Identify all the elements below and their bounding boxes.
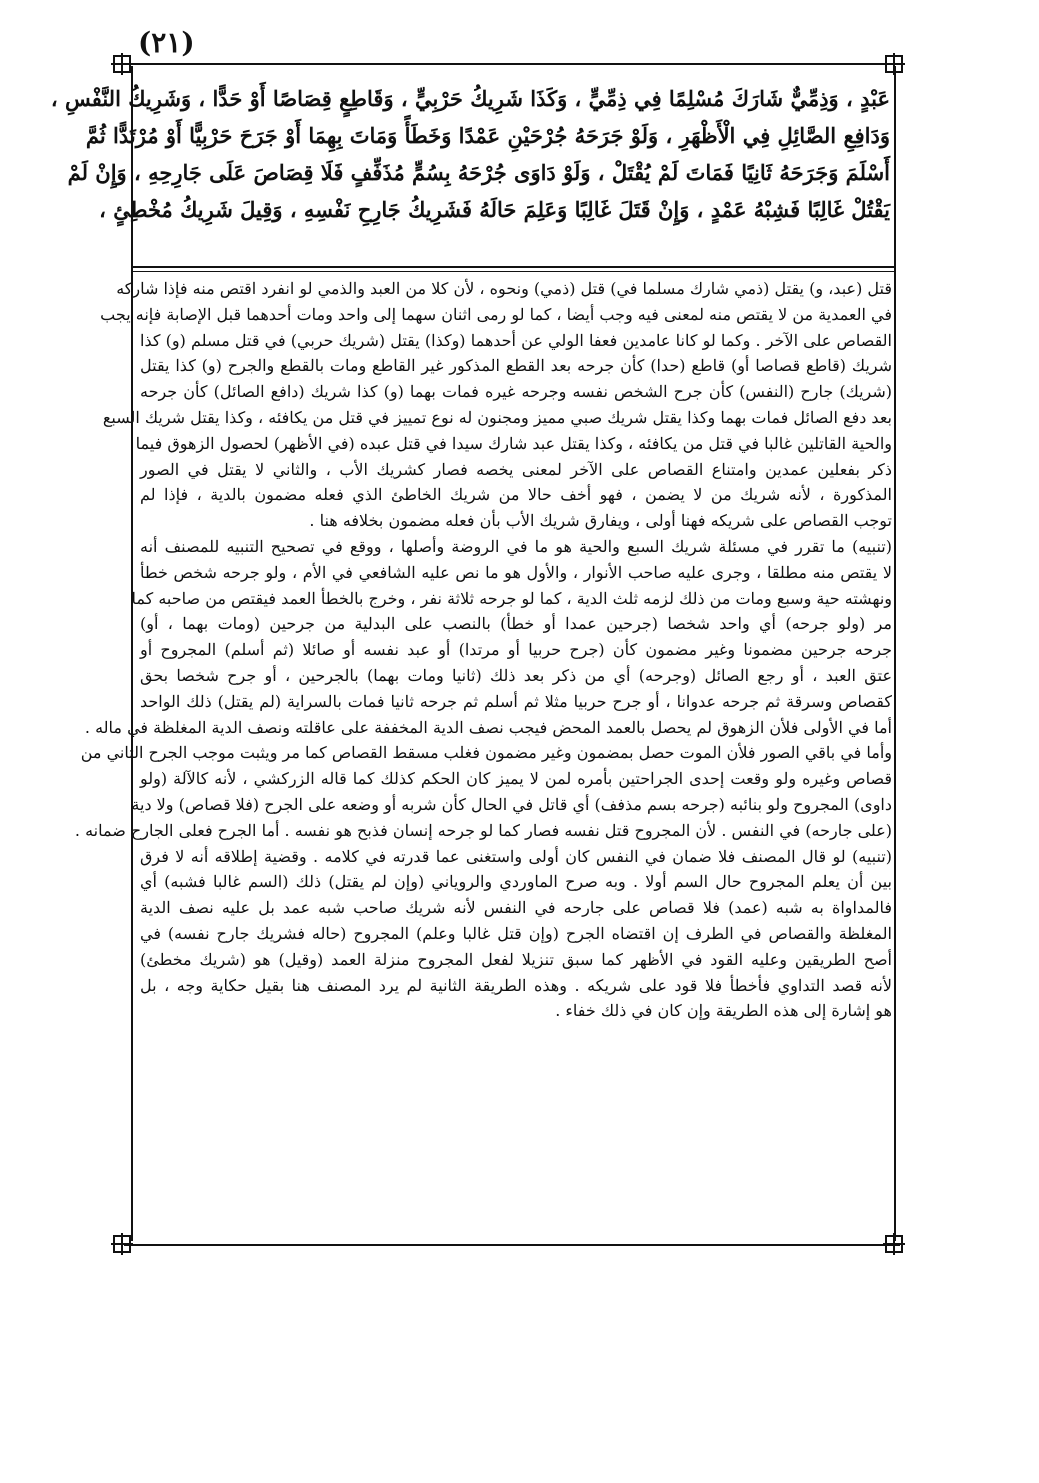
sharh-line: قصاص وغيره ولو وقعت إحدى الجراحتين بأمره لمن لا يميز كان الحكم كذلك كما قاله الزركشي ، لأنه كالآلة (ولو [140, 769, 892, 789]
sharh-line: المغلظة والقصاص في الطرف إن اقتضاه الجرح (وإن قتل غالبا وعلم) المجروح (حاله فشريك جارح نفسه) في [140, 923, 892, 943]
sharh-line: المذكورة ، لأنه شريك من لا يضمن ، فهو أخف حالا من شريك الخاطئ الذي فعله مضمون بالدية ، فإذا لم [140, 485, 893, 505]
sharh-line: لأنه قصد التداوي فأخطأ فلا قود على شريكه . وهذه الطريقة الثانية لم يرد المصنف هنا بقيل حكاية وجه ، بل [140, 975, 892, 995]
sharh-line: القصاص على الآخر . وكما لو كانا عامدين فعفا الولي عن أحدهما (وكذا) يقتل (شريك حربي) في قتل مسلم (و) كذا [140, 330, 892, 350]
sharh-line: بعد دفع الصائل فمات بهما وكذا يقتل شريك صبي مميز ومجنون له نوع تمييز في قتل من يكافئه ، وكذا يقتل شريك السبع [102, 407, 892, 427]
corner-ornament-icon [883, 53, 905, 75]
sharh-line: توجب القصاص على شريكه فهنا أولى ، ويفارق شريك الأب بأن فعله مضمون بخلافه هنا . [309, 511, 892, 531]
matn-line: أَسْلَمَ وَجَرَحَهُ ثَانِيًا فَمَاتَ لَمْ يُقْتَلْ ، وَلَوْ دَاوَى جُرْحَهُ بِسُمٍّ مُذَفِّفٍ فَلَا قِصَاصَ عَلَى جَارِحِهِ ، وَإِنْ لَمْ [67, 160, 890, 185]
bottom-border-rule [124, 1244, 900, 1246]
sharh-line: وأما في باقي الصور فلأن الموت حصل بمضمون وغير مضمون فغلب مسقط القصاص كما مر ويثبت موجب الجرح الثاني من [80, 743, 892, 763]
sharh-line: في العمدية من لا يقتص منه لمعنى فيه وجب أيضا ، كما لو رمى اثنان سهما إلى واحد ومات أحدهما قبل الإصابة فإنه يجب [100, 304, 892, 324]
matn-line: عَبْدٍ ، وَذِمِّيٌّ شَارَكَ مُسْلِمًا فِي ذِمِّيٍّ ، وَكَذَا شَرِيكُ حَرْبِيٍّ ، وَقَاطِعٍ قِصَاصًا أَوْ حَدًّا ، وَشَرِيكُ النَّفْسِ ، [50, 86, 890, 111]
page-number: (٢١) [138, 26, 195, 59]
sharh-line: أصح الطريقين وعليه القود في الأظهر كما سبق تنزيلا لفعل المجروح منزلة العمد (وقيل) هو (شريك مخطئ) [140, 949, 892, 969]
corner-ornament-icon [883, 1233, 905, 1255]
sharh-line: ذكر بفعلين عمدين وامتناع القصاص على الآخر لمعنى يخصه فصار كشريك الأب ، والثاني لا يقتل في الصور [140, 459, 893, 479]
sharh-line: (على جارحه) في النفس . لأن المجروح قتل نفسه فصار كما لو جرحه إنسان فذبح هو نفسه . أما الجرح فعلى الجارح ضمانه . [74, 820, 892, 840]
sharh-line: هو إشارة إلى هذه الطريقة وإن كان في ذلك خفاء . [555, 1001, 892, 1021]
matn-line: وَدَافِعِ الصَّائِلِ فِي الْأَظْهَرِ ، وَلَوْ جَرَحَهُ جُرْحَيْنِ عَمْدًا وَخَطَأً وَمَاتَ بِهِمَا أَوْ جَرَحَ حَرْبِيًّا أَوْ مُرْتَدًّا ثُمَّ [85, 123, 890, 148]
right-border-rule [894, 66, 896, 1241]
sharh-text-block [74, 276, 893, 1024]
sharh-line: مر (ولو جرحه) أي واحد شخصا (جرحين عمدا أو خطأ) بالنصب على البدلية من جرحين (ومات بهما ، أو) [140, 614, 892, 634]
sharh-line: قتل (عبد، و) يقتل (ذمي شارك مسلما في) قتل (ذمي) ونحوه ، لأن كلا من العبد والذمي لو انفرد اقتص منه فإذا شاركه [116, 279, 892, 298]
sharh-line: داوى) المجروح ولو بنائبه (جرحه بسم مذفف) أي قاتل في الحال كأن شربه أو وضعه على الجرح (فلا قصاص) ولا دية [131, 794, 892, 814]
sharh-line: لا يقتص منه مطلقا ، وجرى عليه صاحب الأنوار ، والأول هو ما نص عليه الشافعي في الأم ، ولو جرحه شخص خطأ [140, 562, 892, 582]
matn-sharh-separator-bottom [133, 271, 894, 272]
matn-sharh-separator-top [133, 266, 894, 268]
sharh-line: والحية القاتلين غالبا في قتل من يكافئه ، وكذا يقتل عبد شارك سيدا في قتل عبده (في الأظهر) لحصول الزهوق فيما [135, 433, 892, 453]
left-border-rule [131, 66, 133, 1241]
corner-ornament-icon [111, 53, 133, 75]
sharh-line: (تنبيه) لو قال المصنف فلا ضمان في النفس كان أولى واستغنى عما قدرته في كلامه . وقضية إطلاقه أنه لا فرق [140, 846, 892, 866]
sharh-line: شريك (قاطع قصاصا أو) قاطع (حدا) كأن جرحه بعد القطع المذكور غير القاطع ومات بالقطع والجرح (و) كذا يقتل [140, 356, 892, 376]
corner-ornament-icon [111, 1233, 133, 1255]
sharh-line: بين أن يعلم المجروح حال السم أولا . وبه صرح الماوردي والروياني (وإن لم يقتل) ذلك (السم غالبا فشبه) أي [140, 872, 892, 892]
sharh-line: كقصاص وسرقة ثم جرحه عدوانا ، أو جرح حربيا مثلا ثم أسلم ثم جرحه ثانيا فمات بالسراية (لم يقتل) ذلك الواحد [140, 691, 892, 711]
top-border-rule [124, 63, 900, 65]
matn-text-block [50, 80, 890, 228]
sharh-line: ونهشته حية وسبع ومات من ذلك لزمه ثلث الدية ، كما لو جرحه ثلاثة نفر ، وخرج بالخطأ العمد فيقتص من صاحبه كما [131, 588, 892, 608]
sharh-line: أما في الأولى فلأن الزهوق لم يحصل بالعمد المحض فيجب نصف الدية المخففة على عاقلته ونصف الدية المغلظة في ماله . [84, 717, 892, 737]
sharh-line: جرحه جرحين مضمونا وغير مضمون كأن (جرح حربيا أو مرتدا) أو عبد نفسه أو صائلا (ثم أسلم) المجروح أو [140, 640, 892, 660]
sharh-line: فالمداواة به شبه (عمد) فلا قصاص على جارحه في النفس لأنه شريك صاحب شبه عمد بل عليه نصف الدية [140, 898, 892, 918]
sharh-line: (تنبيه) ما تقرر في مسئلة شريك السبع والحية هو ما في الروضة وأصلها ، ووقع في تصحيح التنبيه للمصنف أنه [140, 536, 892, 556]
matn-line: يَقْتُلْ غَالِبًا فَشِبْهُ عَمْدٍ ، وَإِنْ قَتَلَ غَالِبًا وَعَلِمَ حَالَهُ فَشَرِيكُ جَارِحِ نَفْسِهِ ، وَقِيلَ شَرِيكُ مُخْطِئٍ ، [99, 197, 890, 222]
sharh-line: عتق العبد ، أو رجع الصائل (وجرحه) أي من ذكر بعد ذلك (ثانيا ومات بهما) بالجرحين ، أو جرح شخصا بحق [140, 665, 892, 685]
sharh-line: (شريك) جارح (النفس) كأن جرح الشخص نفسه وجرحه غيره فمات بهما (و) كذا شريك (دافع الصائل) كأن جرحه [140, 382, 893, 402]
